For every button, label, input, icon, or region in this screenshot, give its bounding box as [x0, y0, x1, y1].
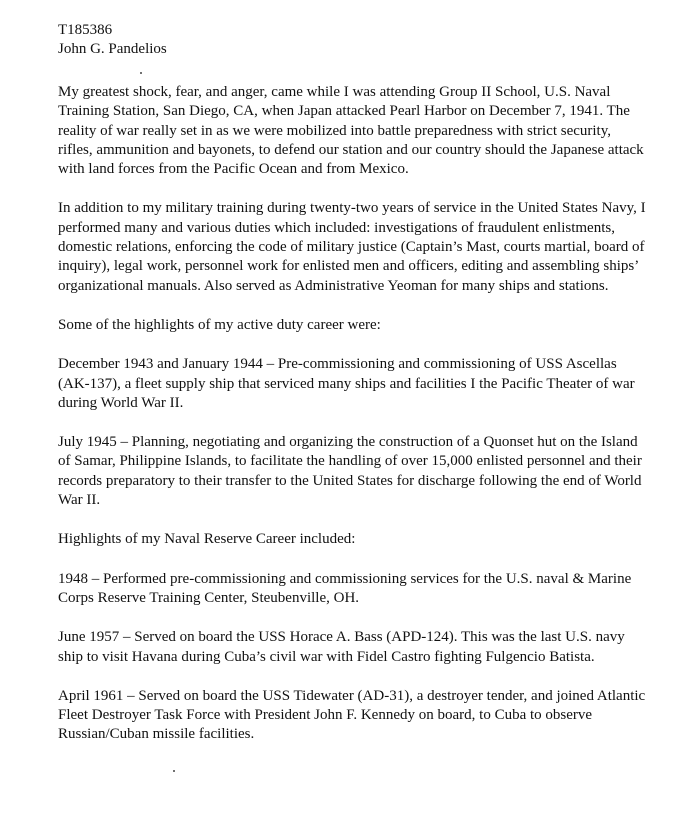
paragraph-active-duty-intro: Some of the highlights of my active duty career were: — [58, 316, 381, 333]
document-body — [58, 83, 646, 765]
document-header — [58, 21, 167, 60]
paragraph-uss-ascellas: December 1943 and January 1944 – Pre-commissioning and commissioning of USS Ascellas (AK-137), a fleet supply ship that serviced many ships and facilities I the Pacific Theater of war during World War II. — [58, 356, 635, 411]
paragraph-pearl-harbor: My greatest shock, fear, and anger, came while I was attending Group II School, U.S. Naval Training Station, San Diego, CA, when Japan attacked Pearl Harbor on December 7, 1941. The reality of war really set in as we were mobilized into battle preparedness with strict security, rifles, ammunition and bayonets, to defend our station and our country should the Japanese attack with land forces from the Pacific Ocean and from Mexico. — [58, 84, 644, 178]
paragraph-samar-quonset: July 1945 – Planning, negotiating and organizing the construction of a Quonset hut on the Island of Samar, Philippine Islands, to facilitate the handling of over 15,000 enlisted personnel and their records preparatory to their transfer to the United States for discharge following the end of World War II. — [58, 434, 642, 509]
scan-speck — [173, 770, 175, 772]
paragraph-reserve-intro: Highlights of my Naval Reserve Career included: — [58, 531, 356, 548]
paragraph-service-duties: In addition to my military training during twenty-two years of service in the United States Navy, I performed many and various duties which included: investigations of fraudulent enlistments, domestic relations, enforcing the code of military justice (Captain’s Mast, courts martial, board of inquiry), legal work, personnel work for enlisted men and officers, editing and assembling ships’ organizational manuals. Also served as Administrative Yeoman for many ships and stations. — [58, 200, 646, 294]
document-id: T185386 — [58, 22, 113, 38]
scan-speck — [140, 72, 142, 74]
paragraph-horace-bass: June 1957 – Served on board the USS Horace A. Bass (APD-124). This was the last U.S. navy ship to visit Havana during Cuba’s civil war with Fidel Castro fighting Fulgencio Batista. — [58, 629, 625, 665]
author-name: John G. Pandelios — [58, 41, 167, 58]
paragraph-1948-steubenville: 1948 – Performed pre-commissioning and commissioning services for the U.S. naval & Marine Corps Reserve Training Center, Steubenville, OH. — [58, 570, 632, 606]
paragraph-uss-tidewater: April 1961 – Served on board the USS Tidewater (AD-31), a destroyer tender, and joined Atlantic Fleet Destroyer Task Force with President John F. Kennedy on board, to Cuba to observe Russian/Cuban missile facilities. — [58, 687, 646, 743]
